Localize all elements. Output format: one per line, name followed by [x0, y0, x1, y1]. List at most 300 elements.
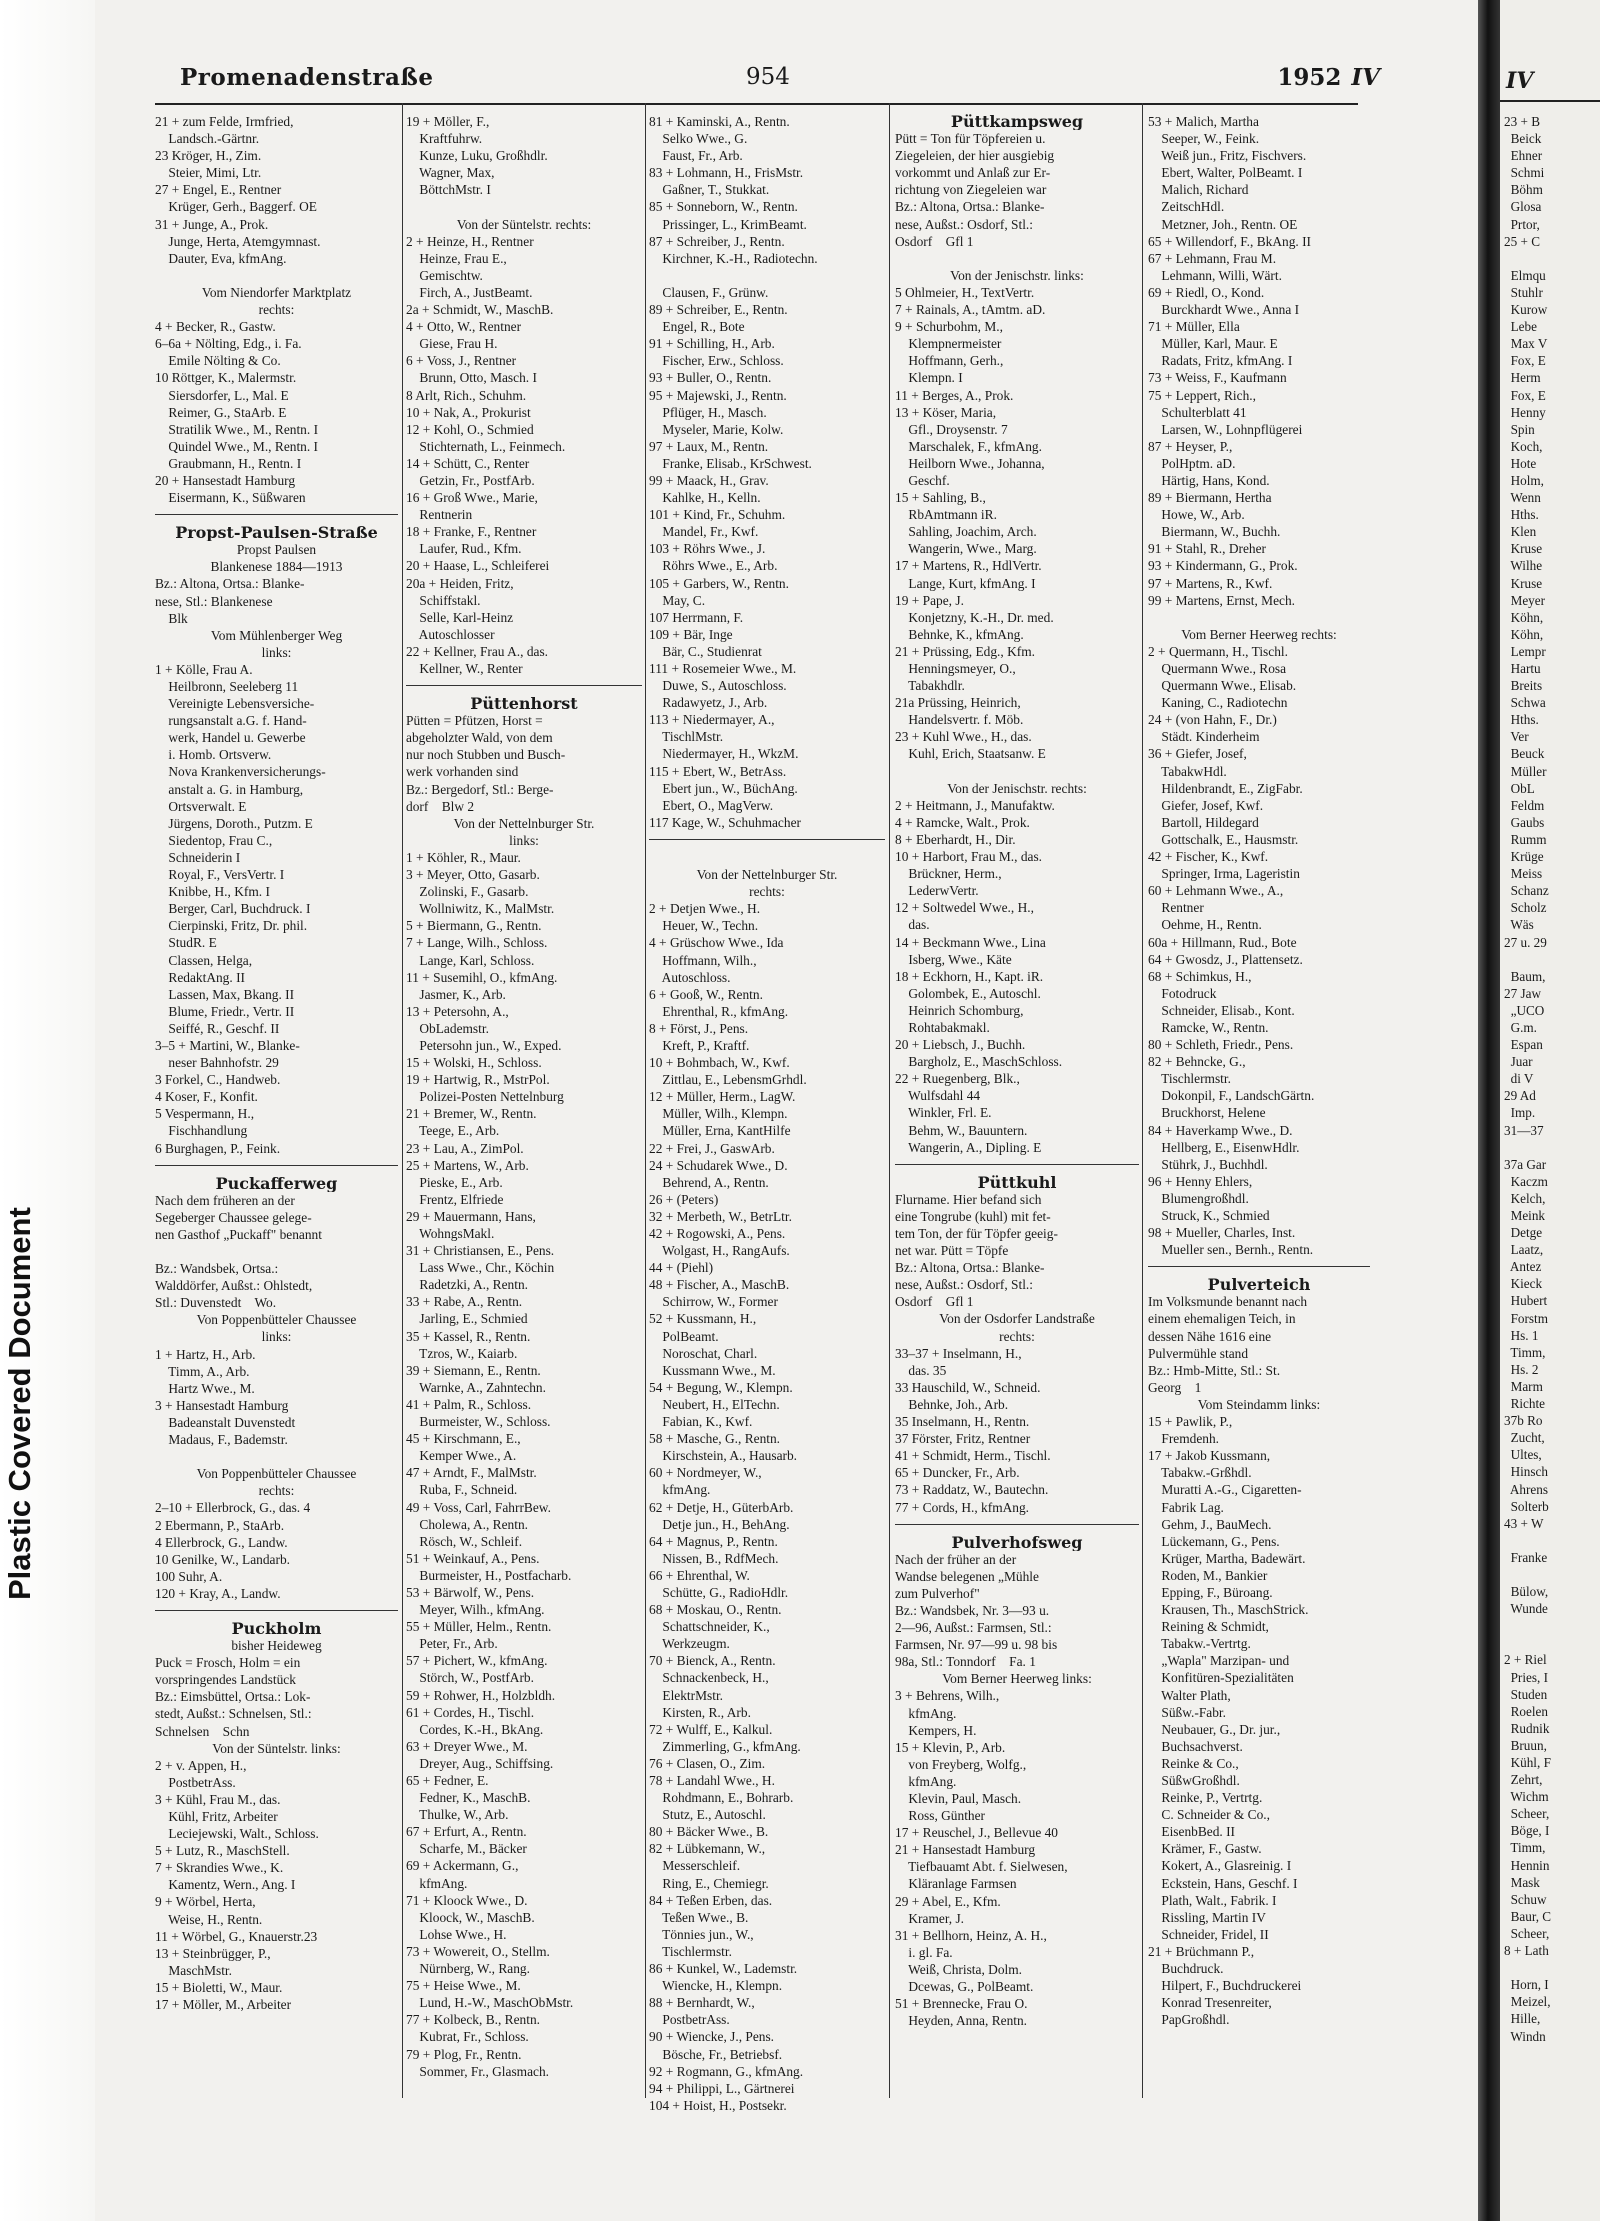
- adjacent-entry-fragment: Meyer: [1504, 592, 1546, 608]
- directory-entry: 15 + Klevin, P., Arb.: [895, 1739, 1006, 1755]
- adjacent-entry-fragment: Wunde: [1504, 1601, 1548, 1617]
- directory-entry: einem ehemaligen Teich, in: [1148, 1311, 1296, 1327]
- adjacent-entry-fragment: Detge: [1504, 1225, 1543, 1241]
- directory-entry: ZeitschHdl.: [1148, 199, 1225, 215]
- directory-entry: 65 + Duncker, Fr., Arb.: [895, 1465, 1020, 1481]
- directory-entry: 6 + Voss, J., Rentner: [406, 353, 517, 369]
- directory-entry: 98a, Stl.: Tonndorf Fa. 1: [895, 1654, 1036, 1670]
- directory-entry: 17 + Reuschel, J., Bellevue 40: [895, 1825, 1059, 1841]
- adjacent-entry-fragment: Stuhlr: [1504, 284, 1543, 300]
- directory-entry: 72 + Wulff, E., Kalkul.: [649, 1721, 773, 1737]
- directory-entry: Rissling, Martin IV: [1148, 1909, 1266, 1925]
- directory-entry: 21 + Bremer, W., Rentn.: [406, 1106, 537, 1122]
- directory-entry: Golombek, E., Autoschl.: [895, 985, 1041, 1001]
- directory-entry: 77 + Kolbeck, B., Rentn.: [406, 2012, 541, 2028]
- directory-entry: PostbetrAss.: [155, 1774, 236, 1790]
- directory-entry: rungsanstalt a.G. f. Hand-: [155, 713, 307, 729]
- directory-entry: 101 + Kind, Fr., Schuhm.: [649, 507, 786, 523]
- directory-entry: Heilborn Wwe., Johanna,: [895, 455, 1045, 471]
- directory-entry: Gaßner, T., Stukkat.: [649, 182, 770, 198]
- header-rule: [155, 103, 1358, 105]
- directory-entry: Malich, Richard: [1148, 182, 1249, 198]
- direction-note: Propst Paulsen: [236, 542, 317, 558]
- directory-entry: Meyer, Wilh., kfmAng.: [406, 1602, 545, 1618]
- directory-entry: Lohse Wwe., H.: [406, 1926, 507, 1942]
- adjacent-entry-fragment: di V: [1504, 1071, 1534, 1087]
- blank-line: [155, 1243, 398, 1260]
- direction-note: Blankenese 1884—1913: [210, 559, 343, 575]
- directory-entry: Gehm, J., BauMech.: [1148, 1516, 1272, 1532]
- directory-entry: 2a + Schmidt, W., MaschB.: [406, 302, 554, 318]
- directory-entry: Gfl., Droysenstr. 7: [895, 421, 1008, 437]
- directory-entry: 67 + Erfurt, A., Rentn.: [406, 1824, 527, 1840]
- adjacent-entry-fragment: Baum,: [1504, 968, 1546, 984]
- directory-entry: Krausen, Th., MaschStrick.: [1148, 1602, 1309, 1618]
- adjacent-entry-fragment: Hartu: [1504, 661, 1541, 676]
- directory-entry: Konjetzny, K.-H., Dr. med.: [895, 609, 1054, 625]
- directory-entry: kfmAng.: [895, 1773, 957, 1789]
- directory-entry: Handelsvertr. f. Möb.: [895, 712, 1024, 728]
- directory-entry: 10 + Bohmbach, W., Kwf.: [649, 1055, 790, 1071]
- directory-entry: Schulterblatt 41: [1148, 404, 1247, 420]
- adjacent-entry-fragment: [1504, 951, 1551, 968]
- directory-entry: Royal, F., VersVertr. I: [155, 867, 285, 883]
- directory-entry: 24 + (von Hahn, F., Dr.): [1148, 712, 1277, 728]
- directory-entry: Kahlke, H., Kelln.: [649, 490, 761, 506]
- directory-entry: 73 + Weiss, F., Kaufmann: [1148, 370, 1287, 386]
- blank-line: [895, 250, 1139, 267]
- directory-entry: 65 + Willendorf, F., BkAng. II: [1148, 233, 1312, 249]
- directory-entry: Kirsten, R., Arb.: [649, 1704, 751, 1720]
- directory-entry: Prissinger, L., KrimBeamt.: [649, 216, 807, 232]
- direction-note: Von der Nettelnburger Str.: [696, 867, 838, 883]
- direction-note: rechts:: [258, 302, 295, 318]
- directory-entry: 14 + Beckmann Wwe., Lina: [895, 934, 1046, 950]
- directory-entry: 69 + Riedl, O., Kond.: [1148, 284, 1265, 300]
- directory-entry: Farmsen, Nr. 97—99 u. 98 bis: [895, 1637, 1058, 1653]
- directory-entry: 103 + Röhrs Wwe., J.: [649, 541, 766, 557]
- directory-entry: 5 Ohlmeier, H., TextVertr.: [895, 284, 1035, 300]
- directory-entry: 4 + Becker, R., Gastw.: [155, 319, 276, 335]
- directory-entry: 77 + Cords, H., kfmAng.: [895, 1499, 1030, 1515]
- directory-entry: 83 + Lohmann, H., FrisMstr.: [649, 165, 804, 181]
- directory-entry: Segeberger Chaussee gelege-: [155, 1209, 312, 1225]
- directory-entry: 5 Vespermann, H.,: [155, 1106, 255, 1122]
- adjacent-entry-fragment: Forstm: [1504, 1310, 1548, 1326]
- directory-entry: Giefer, Josef, Kwf.: [1148, 797, 1264, 813]
- directory-entry: Weiß jun., Fritz, Fischvers.: [1148, 148, 1307, 164]
- directory-entry: 41 + Palm, R., Schloss.: [406, 1396, 532, 1412]
- adjacent-entry-fragment: 37a Gar: [1504, 1156, 1547, 1172]
- directory-entry: Fedner, K., MaschB.: [406, 1790, 531, 1806]
- directory-entry: Jürgens, Doroth., Putzm. E: [155, 815, 313, 831]
- directory-entry: 20 + Liebsch, J., Buchh.: [895, 1037, 1026, 1053]
- adjacent-entry-fragment: Wäs: [1504, 917, 1534, 933]
- directory-entry: 27 + Engel, E., Rentner: [155, 182, 282, 198]
- direction-note: Von der Osdorfer Landstraße: [939, 1311, 1095, 1327]
- directory-entry: 67 + Lehmann, Frau M.: [1148, 250, 1277, 266]
- directory-entry: 8 Arlt, Rich., Schuhm.: [406, 387, 527, 403]
- directory-entry: 37 Förster, Fritz, Rentner: [895, 1431, 1031, 1447]
- directory-entry: 22 + Ruegenberg, Blk.,: [895, 1071, 1020, 1087]
- adjacent-entry-fragment: Juar: [1504, 1054, 1533, 1070]
- directory-entry: WohngsMakl.: [406, 1226, 495, 1241]
- directory-entry: Wolgast, H., RangAufs.: [649, 1243, 790, 1259]
- directory-entry: Schattschneider, K.,: [649, 1619, 770, 1635]
- adjacent-entry-fragment: Hs. 2: [1504, 1361, 1539, 1377]
- directory-entry: RbAmtmann iR.: [895, 507, 997, 523]
- directory-entry: Schnackenbeck, H.,: [649, 1670, 769, 1686]
- directory-entry: 2 + Detjen Wwe., H.: [649, 901, 761, 917]
- directory-entry: Lassen, Max, Bkang. II: [155, 986, 295, 1002]
- directory-entry: Kloock, W., MaschB.: [406, 1909, 535, 1925]
- directory-entry: 10 + Harbort, Frau M., das.: [895, 849, 1043, 865]
- directory-entry: Jasmer, K., Arb.: [406, 986, 506, 1002]
- street-heading: Puckafferweg: [215, 1174, 338, 1192]
- directory-entry: Eisermann, K., Süßwaren: [155, 490, 306, 506]
- blank-line: [155, 267, 398, 284]
- directory-entry: Heinze, Frau E.,: [406, 250, 507, 266]
- directory-entry: Kubrat, Fr., Schloss.: [406, 2029, 529, 2045]
- directory-entry: 62 + Detje, H., GüterbArb.: [649, 1499, 794, 1515]
- directory-entry: Epping, F., Büroang.: [1148, 1584, 1273, 1600]
- directory-entry: 19 + Hartwig, R., MstrPol.: [406, 1072, 550, 1088]
- directory-entry: 7 + Rainals, A., tAmtm. aD.: [895, 302, 1046, 318]
- directory-entry: 32 + Merbeth, W., BetrLtr.: [649, 1208, 792, 1224]
- directory-entry: 105 + Garbers, W., Rentn.: [649, 575, 789, 591]
- directory-entry: 21 + Hansestadt Hamburg: [895, 1842, 1036, 1858]
- directory-entry: EisenbBed. II: [1148, 1824, 1236, 1840]
- directory-entry: 10 + Nak, A., Prokurist: [406, 404, 531, 420]
- street-heading: Propst-Paulsen-Straße: [175, 524, 378, 542]
- directory-entry: Blume, Friedr., Vertr. II: [155, 1003, 295, 1019]
- directory-entry: Wagner, Max,: [406, 165, 495, 181]
- directory-entry: Kläranlage Farmsen: [895, 1876, 1017, 1892]
- directory-entry: 5 + Lutz, R., MaschStell.: [155, 1843, 290, 1859]
- directory-entry: 97 + Laux, M., Rentn.: [649, 438, 769, 454]
- directory-entry: Metzner, Joh., Rentn. OE: [1148, 216, 1298, 232]
- street-heading: Pulverhofsweg: [951, 1533, 1083, 1551]
- adjacent-entry-fragment: Elmqu: [1504, 267, 1546, 283]
- directory-entry: nese, Außst.: Osdorf, Stl.:: [895, 1277, 1033, 1293]
- directory-entry: werk vorhanden sind: [406, 764, 519, 780]
- directory-entry: 68 + Moskau, O., Rentn.: [649, 1602, 782, 1618]
- direction-note: rechts:: [258, 1483, 295, 1499]
- directory-entry: Bösche, Fr., Betriebsf.: [649, 2046, 783, 2062]
- directory-entry: Werkzeugm.: [649, 1636, 730, 1652]
- adjacent-entry-fragment: [1504, 1959, 1551, 1976]
- directory-entry: Kempers, H.: [895, 1722, 977, 1738]
- directory-column-3: [649, 113, 885, 2113]
- section-rule: [155, 1602, 398, 1611]
- directory-entry: 115 + Ebert, W., BetrAss.: [649, 763, 787, 779]
- directory-entry: von Freyberg, Wolfg.,: [895, 1756, 1027, 1772]
- adjacent-entry-fragment: Timm,: [1504, 1840, 1546, 1856]
- directory-entry: 60a + Hillmann, Rud., Bote: [1148, 934, 1297, 950]
- directory-entry: Tischlermstr.: [1148, 1071, 1231, 1087]
- directory-entry: Pieske, E., Arb.: [406, 1174, 503, 1190]
- adjacent-entry-fragment: 25 + C: [1504, 233, 1541, 249]
- directory-entry: 95 + Majewski, J., Rentn.: [649, 387, 787, 403]
- directory-entry: Rösch, W., Schleif.: [406, 1533, 523, 1549]
- column-divider: [645, 103, 646, 2098]
- adjacent-entry-fragment: Wichm: [1504, 1789, 1549, 1805]
- directory-entry: Leciejewski, Walt., Schloss.: [155, 1826, 319, 1842]
- directory-entry: Klevin, Paul, Masch.: [895, 1791, 1022, 1806]
- page-number: 954: [746, 64, 790, 90]
- directory-entry: Biermann, W., Buchh.: [1148, 524, 1281, 540]
- blank-line: [406, 198, 642, 215]
- directory-entry: 75 + Leppert, Rich.,: [1148, 387, 1256, 403]
- directory-entry: Zolinski, F., Gasarb.: [406, 884, 529, 900]
- directory-entry: 22 + Kellner, Frau A., das.: [406, 643, 549, 659]
- street-heading: Püttenhorst: [470, 695, 578, 713]
- adjacent-entry-fragment: Wenn: [1504, 490, 1541, 506]
- directory-entry: 82 + Behncke, G.,: [1148, 1054, 1246, 1070]
- directory-entry: tem Ton, der für Töpfer geeig-: [895, 1226, 1058, 1241]
- directory-entry: TabakwHdl.: [1148, 763, 1227, 779]
- directory-entry: 55 + Müller, Helm., Rentn.: [406, 1619, 552, 1635]
- directory-entry: Winkler, Frl. E.: [895, 1105, 992, 1121]
- directory-entry: 4 + Ramcke, Walt., Prok.: [895, 814, 1030, 830]
- directory-entry: 15 + Pawlik, P.,: [1148, 1414, 1233, 1430]
- adjacent-entry-fragment: Laatz,: [1504, 1242, 1544, 1258]
- directory-entry: 91 + Stahl, R., Dreher: [1148, 541, 1267, 557]
- directory-entry: 51 + Brennecke, Frau O.: [895, 1996, 1028, 2012]
- direction-note: Von der Jenischstr. rechts:: [947, 780, 1087, 796]
- directory-entry: Scharfe, M., Bäcker: [406, 1841, 527, 1857]
- directory-entry: 3 + Meyer, Otto, Gasarb.: [406, 867, 540, 883]
- directory-entry: Wiencke, H., Klempn.: [649, 1978, 783, 1994]
- directory-entry: 2 + Heitmann, J., Manufaktw.: [895, 797, 1055, 813]
- directory-entry: Kussmann Wwe., M.: [649, 1362, 776, 1378]
- adjacent-entry-fragment: 27 Jaw: [1504, 985, 1541, 1001]
- directory-entry: 2 + Quermann, H., Tischl.: [1148, 643, 1288, 659]
- directory-entry: 15 + Bioletti, W., Maur.: [155, 1979, 283, 1995]
- directory-entry: Frentz, Elfriede: [406, 1191, 504, 1207]
- directory-entry: Noroschat, Charl.: [649, 1345, 758, 1361]
- directory-entry: 21 + zum Felde, Irmfried,: [155, 114, 294, 129]
- year: 1952: [1277, 64, 1342, 91]
- directory-entry: 100 Suhr, A.: [155, 1568, 223, 1584]
- directory-entry: 60 + Nordmeyer, W.,: [649, 1465, 762, 1481]
- directory-entry: Rentner: [1148, 900, 1204, 916]
- directory-entry: 47 + Arndt, F., MalMstr.: [406, 1465, 537, 1481]
- section-rule: [1148, 1258, 1370, 1267]
- directory-entry: 11 + Berges, A., Prok.: [895, 387, 1014, 403]
- directory-entry: Süßw.-Fabr.: [1148, 1704, 1226, 1720]
- directory-entry: 23 + Kuhl Wwe., H., das.: [895, 729, 1032, 745]
- directory-entry: 3 + Behrens, Wilh.,: [895, 1688, 1000, 1704]
- directory-entry: Pütten = Pfützen, Horst =: [406, 713, 543, 729]
- adjacent-entry-fragment: Schuw: [1504, 1891, 1547, 1907]
- directory-entry: Seiffé, R., Geschf. II: [155, 1020, 280, 1036]
- directory-entry: 29 + Abel, E., Kfm.: [895, 1893, 1001, 1909]
- directory-entry: 93 + Buller, O., Rentn.: [649, 370, 772, 386]
- adjacent-entry-fragment: [1504, 1634, 1551, 1651]
- directory-column-5: [1148, 113, 1370, 2113]
- directory-entry: Berger, Carl, Buchdruck. I: [155, 901, 311, 917]
- adjacent-entry-fragment: G.m.: [1504, 1019, 1537, 1035]
- directory-entry: Konfitüren-Spezialitäten: [1148, 1670, 1294, 1686]
- directory-entry: Behnke, Joh., Arb.: [895, 1396, 1009, 1412]
- directory-entry: Bartoll, Hildegard: [1148, 814, 1259, 830]
- directory-entry: 9 + Schurbohm, M.,: [895, 319, 1003, 335]
- direction-note: Von der Süntelstr. rechts:: [456, 216, 592, 232]
- directory-entry: Kramer, J.: [895, 1910, 964, 1926]
- directory-entry: 14 + Schütt, C., Renter: [406, 455, 530, 471]
- directory-entry: PolBeamt.: [649, 1328, 719, 1344]
- side-sticker: [2, 990, 36, 1600]
- directory-entry: 82 + Lübkemann, W.,: [649, 1841, 766, 1857]
- adjacent-entry-fragment: Ahrens: [1504, 1481, 1548, 1497]
- directory-entry: 89 + Schreiber, E., Rentn.: [649, 302, 788, 318]
- adjacent-entry-fragment: Horn, I: [1504, 1977, 1549, 1993]
- adjacent-entry-fragment: 27 u. 29: [1504, 934, 1547, 950]
- adjacent-entry-fragment: Hubert: [1504, 1293, 1548, 1309]
- directory-entry: Lund, H.-W., MaschObMstr.: [406, 1995, 574, 2011]
- running-street-header: Promenadenstraße: [180, 64, 434, 91]
- directory-entry: Klempn. I: [895, 370, 963, 386]
- adjacent-entry-fragment: Beuck: [1504, 746, 1545, 762]
- directory-entry: Radetzki, A., Rentn.: [406, 1277, 528, 1293]
- adjacent-entry-fragment: Herm: [1504, 370, 1541, 386]
- directory-entry: 33–37 + Inselmann, H.,: [895, 1345, 1022, 1361]
- directory-entry: 79 + Plog, Fr., Rentn.: [406, 2046, 522, 2062]
- directory-entry: 113 + Niedermayer, A.,: [649, 712, 775, 728]
- adjacent-entry-fragment: Marm: [1504, 1378, 1543, 1394]
- adjacent-entry-fragment: Henny: [1504, 404, 1546, 420]
- directory-entry: Eckstein, Hans, Geschf. I: [1148, 1875, 1298, 1891]
- directory-entry: Gemischtw.: [406, 267, 483, 283]
- adjacent-entry-fragment: 37b Ro: [1504, 1413, 1543, 1429]
- directory-entry: 61 + Cordes, H., Tischl.: [406, 1704, 535, 1720]
- directory-entry: Bz.: Wandsbek, Nr. 3—93 u.: [895, 1602, 1050, 1618]
- adjacent-entry-fragment: Köhn,: [1504, 626, 1544, 642]
- adjacent-entry-fragment: Wilhe: [1504, 558, 1543, 574]
- directory-entry: 12 + Soltwedel Wwe., H.,: [895, 900, 1034, 916]
- directory-entry: Roden, M., Bankier: [1148, 1567, 1268, 1583]
- directory-entry: Röhrs Wwe., E., Arb.: [649, 558, 778, 574]
- adjacent-entry-fragment: Franke: [1504, 1549, 1548, 1565]
- adjacent-entry-fragment: Rudnik: [1504, 1720, 1550, 1736]
- directory-entry: Härtig, Hans, Kond.: [1148, 472, 1270, 488]
- directory-entry: May, C.: [649, 592, 706, 608]
- directory-entry: Zimmerling, G., kfmAng.: [649, 1738, 801, 1754]
- directory-entry: Jarling, E., Schmied: [406, 1311, 528, 1327]
- adjacent-entry-fragment: Hths.: [1504, 507, 1539, 523]
- direction-note: Vom Berner Heerweg rechts:: [1181, 626, 1337, 642]
- directory-entry: i. gl. Fa.: [895, 1944, 953, 1960]
- section-rule: [895, 1156, 1139, 1165]
- directory-entry: 70 + Bienck, A., Rentn.: [649, 1653, 776, 1669]
- directory-entry: Pulvermühle stand: [1148, 1345, 1249, 1361]
- adjacent-entry-fragment: Espan: [1504, 1037, 1543, 1053]
- directory-entry: ObLademstr.: [406, 1020, 489, 1036]
- directory-entry: Muratti A.-G., Cigaretten-: [1148, 1482, 1302, 1498]
- directory-entry: Schiffstakl.: [406, 592, 481, 608]
- adjacent-entry-fragment: 31—37: [1504, 1122, 1544, 1138]
- directory-entry: TischlMstr.: [649, 729, 724, 745]
- directory-entry: 76 + Clasen, O., Zim.: [649, 1755, 766, 1771]
- directory-entry: Georg 1: [1148, 1379, 1202, 1395]
- directory-entry: Mueller sen., Bernh., Rentn.: [1148, 1242, 1314, 1258]
- directory-entry: Kaning, C., Radiotechn: [1148, 695, 1288, 711]
- side-sticker-text: Plastic Covered Document: [2, 1207, 37, 1600]
- adjacent-entry-fragment: Hinsch: [1504, 1464, 1548, 1480]
- directory-entry: Lückemann, G., Pens.: [1148, 1533, 1280, 1549]
- directory-entry: Emile Nölting & Co.: [155, 353, 281, 369]
- directory-entry: 17 + Jakob Kussmann,: [1148, 1448, 1271, 1464]
- directory-entry: Cordes, K.-H., BkAng.: [406, 1721, 544, 1737]
- adjacent-entry-fragment: Studen: [1504, 1686, 1548, 1702]
- directory-entry: Wandse belegenen „Mühle: [895, 1568, 1039, 1584]
- directory-entry: 21 + Prüssing, Edg., Kfm.: [895, 643, 1035, 659]
- directory-entry: 92 + Rogmann, G., kfmAng.: [649, 2063, 804, 2079]
- directory-entry: 53 + Bärwolf, W., Pens.: [406, 1584, 535, 1600]
- directory-entry: 16 + Groß Wwe., Marie,: [406, 490, 538, 506]
- directory-entry: Timm, A., Arb.: [155, 1363, 250, 1379]
- directory-entry: 12 + Kohl, O., Schmied: [406, 421, 534, 437]
- directory-entry: eine Tongrube (kuhl) mit fet-: [895, 1208, 1051, 1224]
- directory-entry: Duwe, S., Autoschloss.: [649, 678, 787, 694]
- directory-entry: 11 + Susemihl, O., kfmAng.: [406, 969, 558, 985]
- adjacent-entry-fragment: Antez: [1504, 1259, 1542, 1275]
- directory-entry: Heilbronn, Seeleberg 11: [155, 679, 299, 694]
- adjacent-entry-fragment: Hille,: [1504, 2011, 1541, 2027]
- directory-entry: 59 + Rohwer, H., Holzbldh.: [406, 1687, 556, 1703]
- directory-entry: Dreyer, Aug., Schiffsing.: [406, 1755, 554, 1771]
- directory-entry: 2–10 + Ellerbrock, G., das. 4: [155, 1500, 311, 1516]
- street-heading: Puckholm: [231, 1619, 322, 1638]
- directory-entry: kfmAng.: [406, 1875, 468, 1891]
- adjacent-entry-fragment: Imp.: [1504, 1105, 1536, 1121]
- directory-entry: „Wapla" Marzipan- und: [1148, 1653, 1290, 1669]
- directory-entry: 81 + Kaminski, A., Rentn.: [649, 114, 790, 129]
- directory-entry: 63 + Dreyer Wwe., M.: [406, 1738, 528, 1754]
- adjacent-entry-fragment: 43 + W: [1504, 1515, 1544, 1531]
- directory-entry: 7 + Skrandies Wwe., K.: [155, 1860, 284, 1876]
- adjacent-entry-fragment: ObL: [1504, 780, 1535, 796]
- adjacent-entry-fragment: Schwa: [1504, 695, 1546, 711]
- directory-entry: Kemper Wwe., A.: [406, 1448, 517, 1464]
- directory-entry: Nach der früher an der: [895, 1551, 1017, 1567]
- directory-entry: Kunze, Luku, Großhdlr.: [406, 148, 548, 164]
- direction-note: Vom Niendorfer Marktplatz: [201, 284, 352, 300]
- directory-entry: 80 + Bäcker Wwe., B.: [649, 1824, 769, 1840]
- directory-entry: 98 + Mueller, Charles, Inst.: [1148, 1225, 1296, 1241]
- directory-entry: Störch, W., PostfArb.: [406, 1670, 534, 1686]
- directory-entry: Lass Wwe., Chr., Köchin: [406, 1260, 555, 1276]
- directory-entry: 6–6a + Nölting, Edg., i. Fa.: [155, 336, 302, 352]
- adjacent-entry-fragment: Ver: [1504, 729, 1529, 745]
- directory-entry: Stl.: Duvenstedt Wo.: [155, 1295, 277, 1311]
- directory-entry: Fischhandlung: [155, 1123, 248, 1139]
- direction-note: Von Poppenbütteler Chaussee: [196, 1466, 357, 1482]
- directory-entry: Im Volksmunde benannt nach: [1148, 1294, 1308, 1310]
- directory-entry: 48 + Fischer, A., MaschB.: [649, 1277, 790, 1293]
- directory-entry: Oehme, H., Rentn.: [1148, 917, 1262, 933]
- directory-entry: Bz.: Bergedorf, Stl.: Berge-: [406, 781, 554, 797]
- directory-entry: 31 + Bellhorn, Heinz, A. H.,: [895, 1927, 1047, 1943]
- directory-entry: StudR. E: [155, 935, 217, 951]
- directory-entry: Nach dem früheren an der: [155, 1192, 295, 1208]
- directory-entry: 7 + Lange, Wilh., Schloss.: [406, 935, 548, 951]
- directory-entry: 89 + Biermann, Hertha: [1148, 490, 1272, 506]
- directory-entry: Steier, Mimi, Ltr.: [155, 165, 262, 181]
- adjacent-entry-fragment: Rumm: [1504, 831, 1547, 847]
- directory-entry: Teßen Wwe., B.: [649, 1909, 749, 1925]
